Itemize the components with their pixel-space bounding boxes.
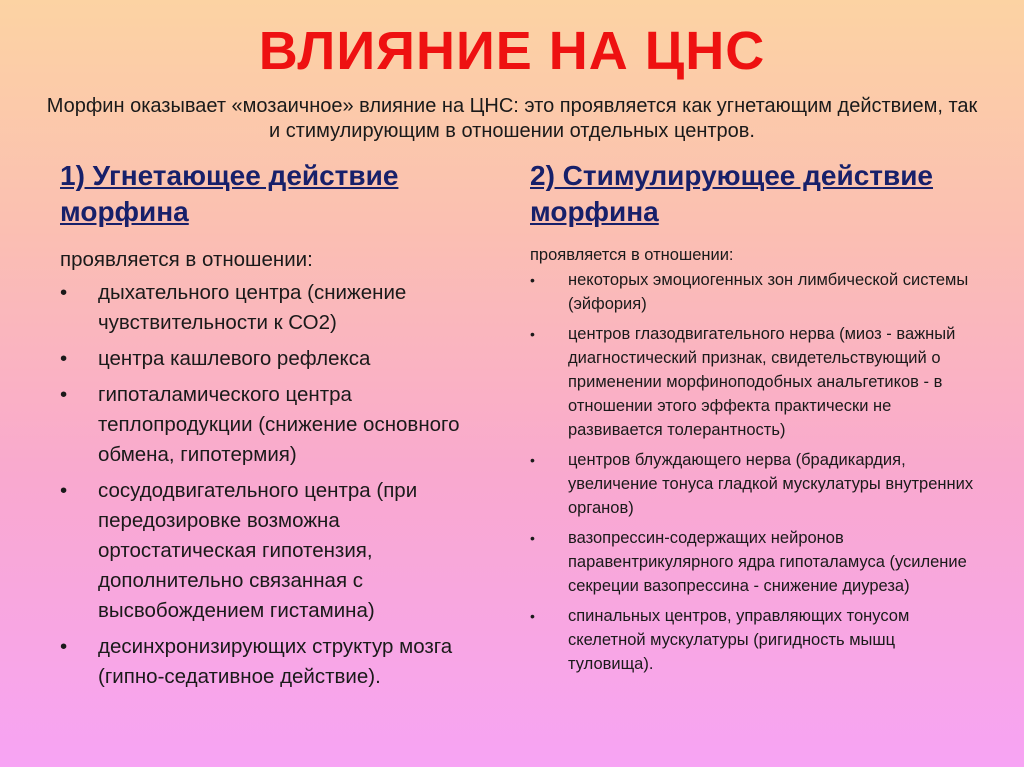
list-item-text: центров блуждающего нерва (брадикардия, увеличение тонуса гладкой мускулатуры внутренних органов) [568,451,974,517]
list-item-text: некоторых эмоциогенных зон лимбической системы (эйфория) [568,271,969,313]
bullet-icon: • [60,347,68,370]
right-heading: 2) Стимулирующее действие морфина [530,160,933,227]
bullet-icon: • [60,383,68,406]
list-item [60,380,500,470]
list-item [60,344,500,374]
list-item-text: сосудодвигательного центра (при передозировке возможна ортостатическая гипотензия, дополнительно связанная с высвобождением гистамина) [98,479,418,622]
list-item-text: центров глазодвигательного нерва (миоз - важный диагностический признак, свидетельствующий о применении морфиноподобных анальгетиков - в отношении этого эффекта практически не развивается толерантность) [568,325,956,439]
list-item [530,268,980,316]
bullet-icon: • [530,326,535,342]
bullet-icon: • [530,608,535,624]
intro-text: Морфин оказывает «мозаичное» влияние на ЦНС: это проявляется как угнетающим действием, так и стимулирующим в отношении отдельных центров. [46,95,978,142]
bullet-icon: • [530,272,535,288]
list-item-text: гипоталамического центра теплопродукции (снижение основного обмена, гипотермия) [98,383,460,466]
bullet-icon: • [530,452,535,468]
right-bullet-list [530,268,980,676]
list-item-text: вазопрессин-содержащих нейронов паравентрикулярного ядра гипоталамуса (усиление секреции вазопрессина - снижение диуреза) [568,529,967,595]
slide-title: ВЛИЯНИЕ НА ЦНС [258,21,766,81]
list-item-text: дыхательного центра (снижение чувствительности к СО2) [98,281,407,334]
bullet-icon: • [60,635,68,658]
list-item-text: десинхронизирующих структур мозга (гипно-седативное действие). [98,635,453,688]
list-item [530,526,980,598]
list-item [60,278,500,338]
list-item [60,476,500,626]
bullet-icon: • [60,281,68,304]
list-item [60,632,500,692]
left-bullet-list [60,278,500,692]
right-lead: проявляется в отношении: [530,246,734,264]
list-item [530,322,980,442]
left-column [60,158,500,692]
left-heading: 1) Угнетающее действие морфина [60,160,399,227]
list-item [530,448,980,520]
list-item-text: спинальных центров, управляющих тонусом скелетной мускулатуры (ригидность мышц туловища). [568,607,910,673]
bullet-icon: • [530,530,535,546]
left-lead: проявляется в отношении: [60,248,313,271]
bullet-icon: • [60,479,68,502]
list-item-text: центра кашлевого рефлекса [98,347,371,370]
right-column [530,158,980,676]
list-item [530,604,980,676]
